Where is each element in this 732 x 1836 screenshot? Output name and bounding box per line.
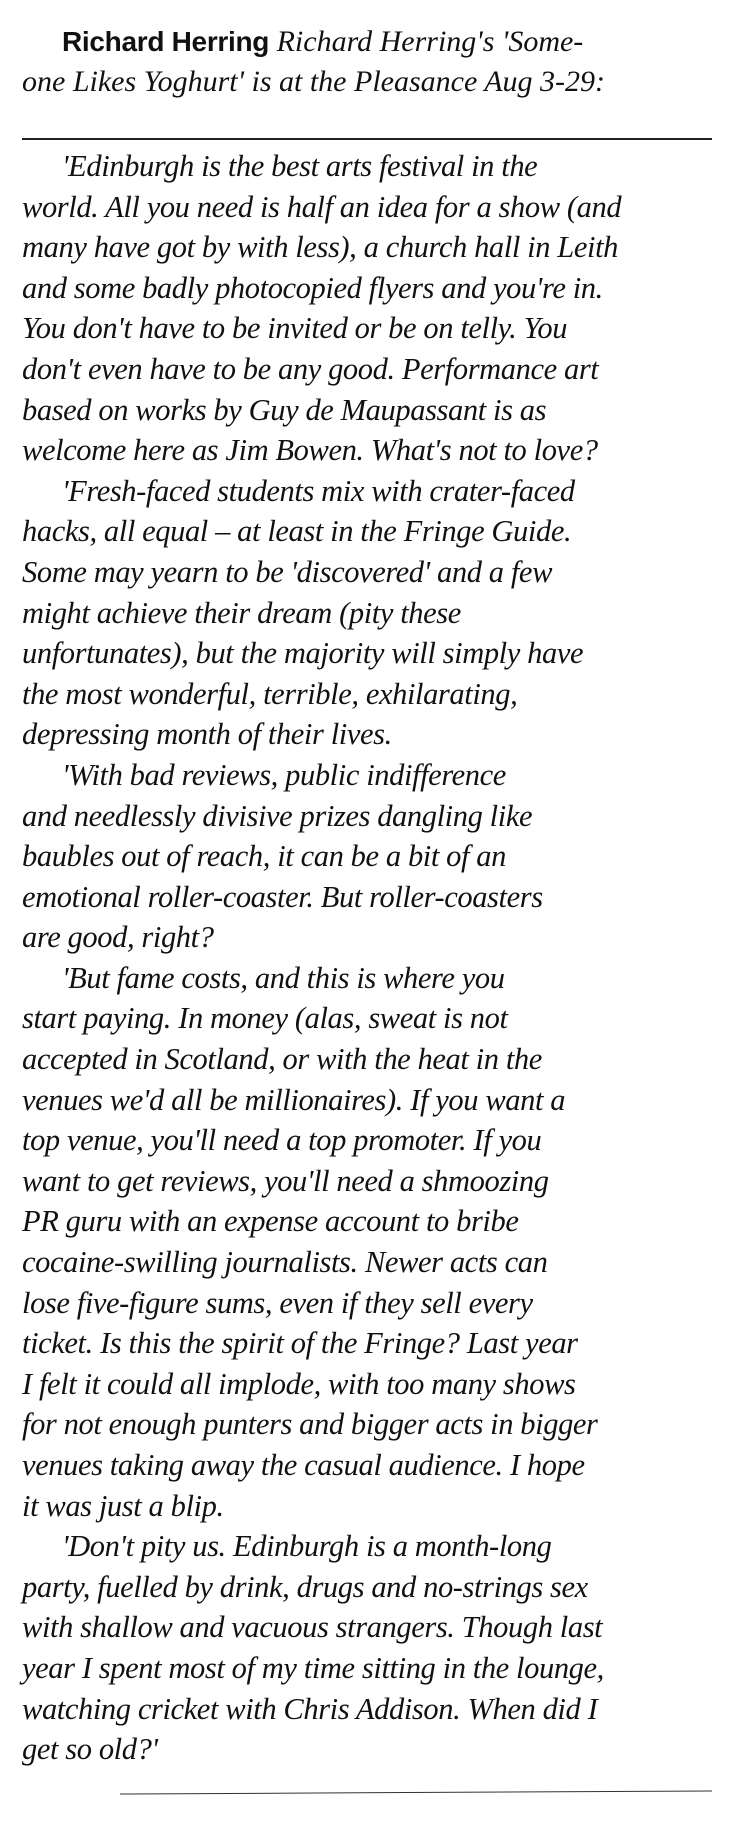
paragraph (22, 471, 712, 755)
paragraph (22, 958, 712, 1526)
text-line: for not enough punters and bigger acts in bigger (22, 1407, 598, 1442)
text-line: based on works by Guy de Maupassant is as (22, 392, 547, 427)
text-line: it was just a blip. (22, 1488, 224, 1523)
text-line: PR guru with an expense account to bribe (22, 1204, 519, 1239)
text-line: want to get reviews, you'll need a shmoozing (22, 1163, 549, 1198)
text-line: don't even have to be any good. Performance art (22, 351, 599, 386)
text-line: 'But fame costs, and this is where you (62, 960, 505, 995)
text-line: the most wonderful, terrible, exhilarating, (22, 676, 518, 711)
text-line: watching cricket with Chris Addison. When did I (22, 1691, 598, 1726)
text-line: party, fuelled by drink, drugs and no-strings sex (22, 1569, 588, 1604)
text-line: 'Edinburgh is the best arts festival in the (62, 149, 538, 183)
text-line: might achieve their dream (pity these (22, 595, 461, 630)
text-line: 'Fresh-faced students mix with crater-faced (62, 473, 575, 508)
text-line: lose five-figure sums, even if they sell every (22, 1285, 533, 1320)
text-line: cocaine-swilling journalists. Newer acts can (22, 1245, 548, 1280)
text-line: venues we'd all be millionaires). If you want a (22, 1082, 566, 1117)
text-line: start paying. In money (alas, sweat is not (22, 1001, 508, 1036)
intro-line-2: one Likes Yoghurt' is at the Pleasance Aug 3-29: (22, 65, 606, 98)
text-line: hacks, all equal – at least in the Fringe Guide. (22, 514, 572, 549)
byline: Richard Herring (62, 26, 270, 57)
text-line: depressing month of their lives. (22, 717, 392, 752)
footer-divider (120, 1790, 712, 1794)
text-line: get so old?' (22, 1732, 158, 1767)
text-line: I felt it could all implode, with too many shows (22, 1366, 576, 1401)
text-line: welcome here as Jim Bowen. What's not to love? (22, 433, 598, 468)
text-line: ticket. Is this the spirit of the Fringe? Last year (22, 1326, 578, 1361)
text-line: many have got by with less), a church hall in Leith (22, 230, 619, 265)
text-line: unfortunates), but the majority will simply have (22, 636, 584, 671)
article-clipping (22, 22, 712, 1770)
text-line: and some badly photocopied flyers and you're in. (22, 270, 603, 305)
text-line: 'With bad reviews, public indifference (62, 757, 506, 792)
text-line: 'Don't pity us. Edinburgh is a month-long (62, 1529, 552, 1564)
text-line: You don't have to be invited or be on telly. You (22, 311, 568, 346)
intro-line-1: Richard Herring's 'Some- (276, 25, 584, 58)
text-line: Some may yearn to be 'discovered' and a few (22, 554, 553, 589)
text-line: and needlessly divisive prizes dangling like (22, 798, 533, 833)
paragraph (22, 1526, 712, 1770)
text-line: top venue, you'll need a top promoter. If you (22, 1123, 542, 1158)
article-body (22, 146, 712, 1770)
text-line: year I spent most of my time sitting in the lounge, (22, 1650, 604, 1685)
text-line: baubles out of reach, it can be a bit of an (22, 839, 507, 874)
text-line: world. All you need is half an idea for a show (and (22, 189, 622, 224)
paragraph (22, 146, 712, 471)
text-line: are good, right? (22, 920, 214, 955)
article-header (22, 22, 712, 102)
text-line: venues taking away the casual audience. I hope (22, 1448, 585, 1482)
header-divider (22, 138, 712, 140)
text-line: with shallow and vacuous strangers. Though last (22, 1610, 603, 1645)
paragraph (22, 755, 712, 958)
text-line: accepted in Scotland, or with the heat in the (22, 1042, 542, 1077)
text-line: emotional roller-coaster. But roller-coasters (22, 879, 543, 914)
